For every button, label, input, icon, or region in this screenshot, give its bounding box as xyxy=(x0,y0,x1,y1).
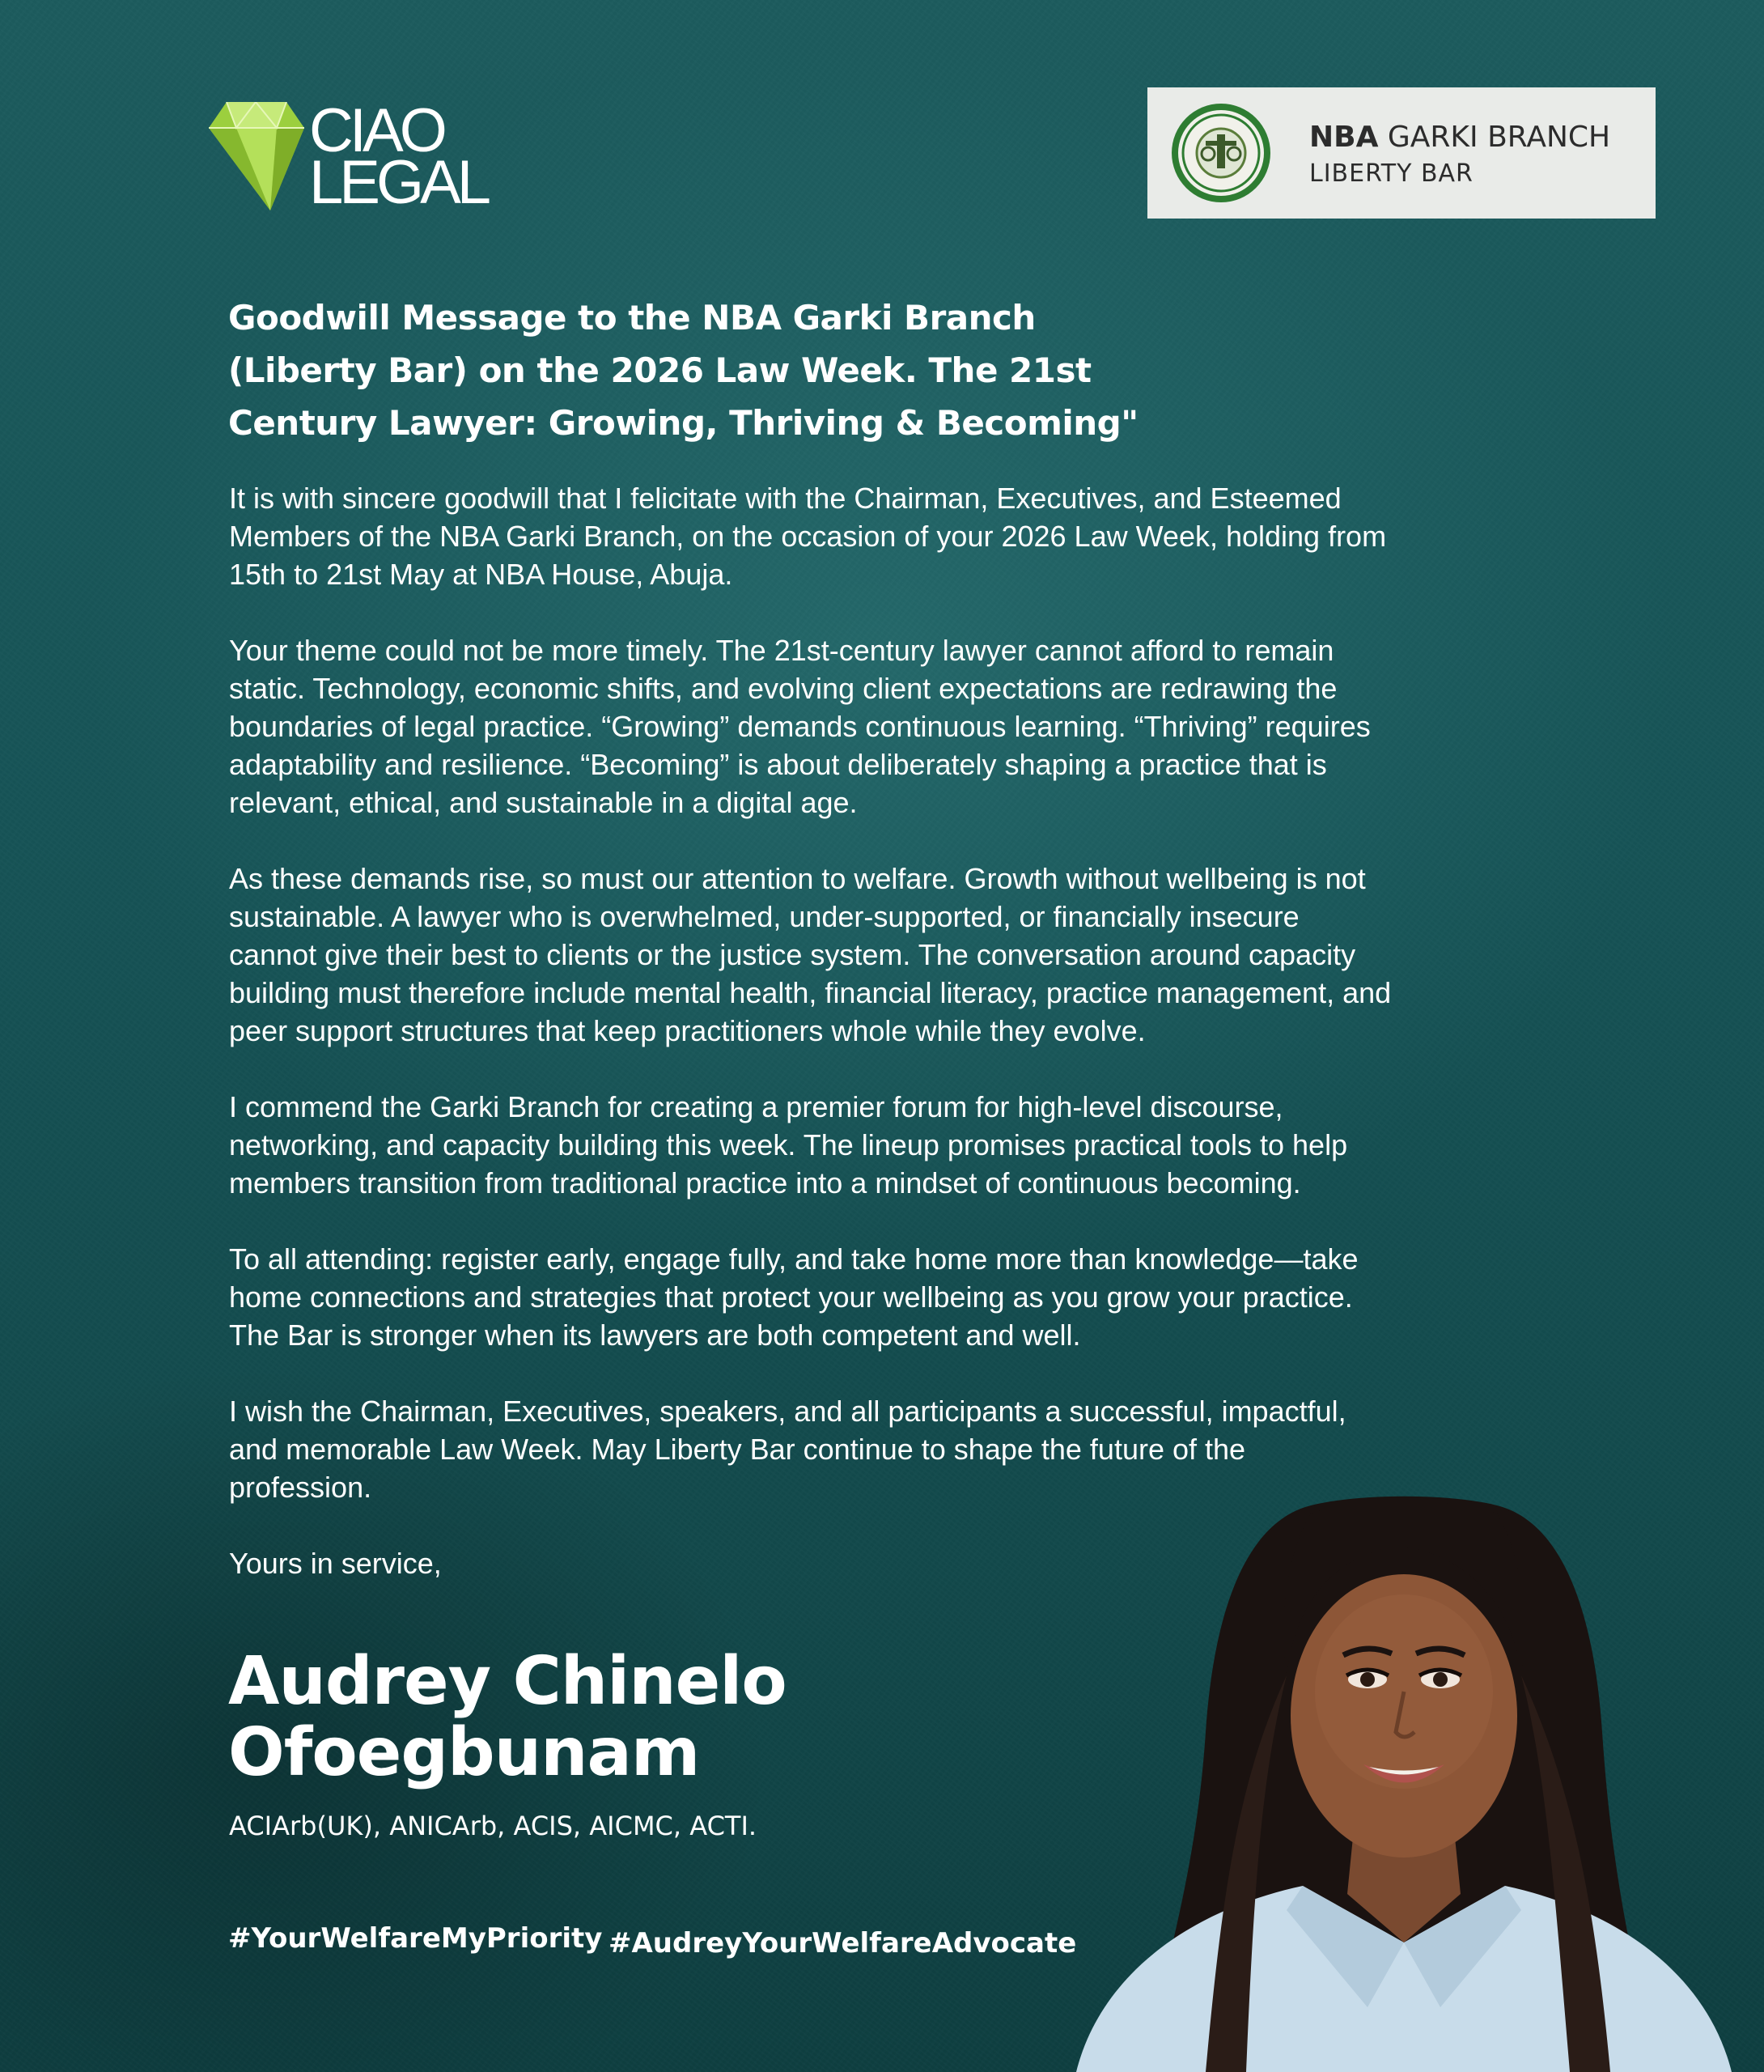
headline-line: (Liberty Bar) on the 2026 Law Week. The 21st xyxy=(228,350,1092,390)
hashtag-welfare-advocate: #AudreyYourWelfareAdvocate xyxy=(608,1927,1077,1959)
paragraph-theme xyxy=(229,631,1556,822)
portrait-photo xyxy=(1044,1489,1764,2072)
body-line: cannot give their best to clients or the justice system. The conversation around capacity xyxy=(229,938,1356,971)
body-line: Members of the NBA Garki Branch, on the occasion of your 2026 Law Week, holding from xyxy=(229,520,1387,553)
diamond-gem-icon xyxy=(209,102,304,210)
body-line: home connections and strategies that protect your wellbeing as you grow your practice. xyxy=(229,1280,1353,1314)
body-line: Your theme could not be more timely. The 21st-century lawyer cannot afford to remain xyxy=(229,634,1334,667)
logo-word-ciao: CIAO xyxy=(309,96,443,165)
hashtag-welfare-priority: #YourWelfareMyPriority xyxy=(228,1922,603,1955)
body-line: profession. xyxy=(229,1471,372,1504)
body-line: networking, and capacity building this week. The lineup promises practical tools to help xyxy=(229,1128,1348,1161)
body-line: boundaries of legal practice. “Growing” demands continuous learning. “Thriving” requires xyxy=(229,710,1371,743)
signature-name-line: Ofoegbunam xyxy=(228,1714,700,1791)
badge-title-bold: NBA xyxy=(1309,121,1379,154)
paragraph-felicitation xyxy=(229,479,1556,593)
body-line: sustainable. A lawyer who is overwhelmed, under-supported, or financially insecure xyxy=(229,900,1300,933)
body-line: members transition from traditional practice into a mindset of continuous becoming. xyxy=(229,1166,1301,1199)
body-line: As these demands rise, so must our attention to welfare. Growth without wellbeing is not xyxy=(229,862,1366,895)
headline-line: Century Lawyer: Growing, Thriving & Becoming" xyxy=(228,403,1139,443)
body-line: peer support structures that keep practitioners whole while they evolve. xyxy=(229,1014,1146,1047)
headline xyxy=(228,291,1280,449)
badge-title xyxy=(1309,123,1610,152)
body-line: static. Technology, economic shifts, and evolving client expectations are redrawing the xyxy=(229,672,1338,705)
nba-seal-icon xyxy=(1170,102,1272,204)
body-line: relevant, ethical, and sustainable in a digital age. xyxy=(229,786,858,819)
nba-garki-branch-badge xyxy=(1147,87,1656,219)
credentials: ACIArb(UK), ANICArb, ACIS, AICMC, ACTI. xyxy=(229,1811,757,1841)
paragraph-welfare xyxy=(229,860,1556,1050)
body-line: To all attending: register early, engage fully, and take home more than knowledge—take xyxy=(229,1242,1359,1276)
body-line: and memorable Law Week. May Liberty Bar continue to shape the future of the xyxy=(229,1433,1246,1466)
signature-name-line: Audrey Chinelo xyxy=(228,1643,787,1720)
signature-name xyxy=(228,1643,787,1791)
body-line: The Bar is stronger when its lawyers are both competent and well. xyxy=(229,1318,1081,1352)
body-line: 15th to 21st May at NBA House, Abuja. xyxy=(229,558,733,591)
closing-line: Yours in service, xyxy=(229,1547,442,1580)
paragraph-attendees xyxy=(229,1240,1556,1354)
body-line: It is with sincere goodwill that I felicitate with the Chairman, Executives, and Esteemed xyxy=(229,482,1342,515)
body-line: I commend the Garki Branch for creating a premier forum for high-level discourse, xyxy=(229,1090,1283,1123)
body-line: building must therefore include mental health, financial literacy, practice management, and xyxy=(229,976,1392,1009)
body-line: I wish the Chairman, Executives, speakers, and all participants a successful, impactful, xyxy=(229,1395,1346,1428)
ciao-legal-logo xyxy=(209,96,500,217)
headline-line: Goodwill Message to the NBA Garki Branch xyxy=(228,298,1036,338)
badge-subtitle: LIBERTY BAR xyxy=(1309,159,1474,188)
message-body xyxy=(229,479,1556,1620)
body-line: adaptability and resilience. “Becoming” is about deliberately shaping a practice that is xyxy=(229,748,1327,781)
paragraph-commendation xyxy=(229,1088,1556,1202)
badge-title-rest: GARKI BRANCH xyxy=(1378,121,1611,154)
logo-word-legal: LEGAL xyxy=(309,148,488,217)
